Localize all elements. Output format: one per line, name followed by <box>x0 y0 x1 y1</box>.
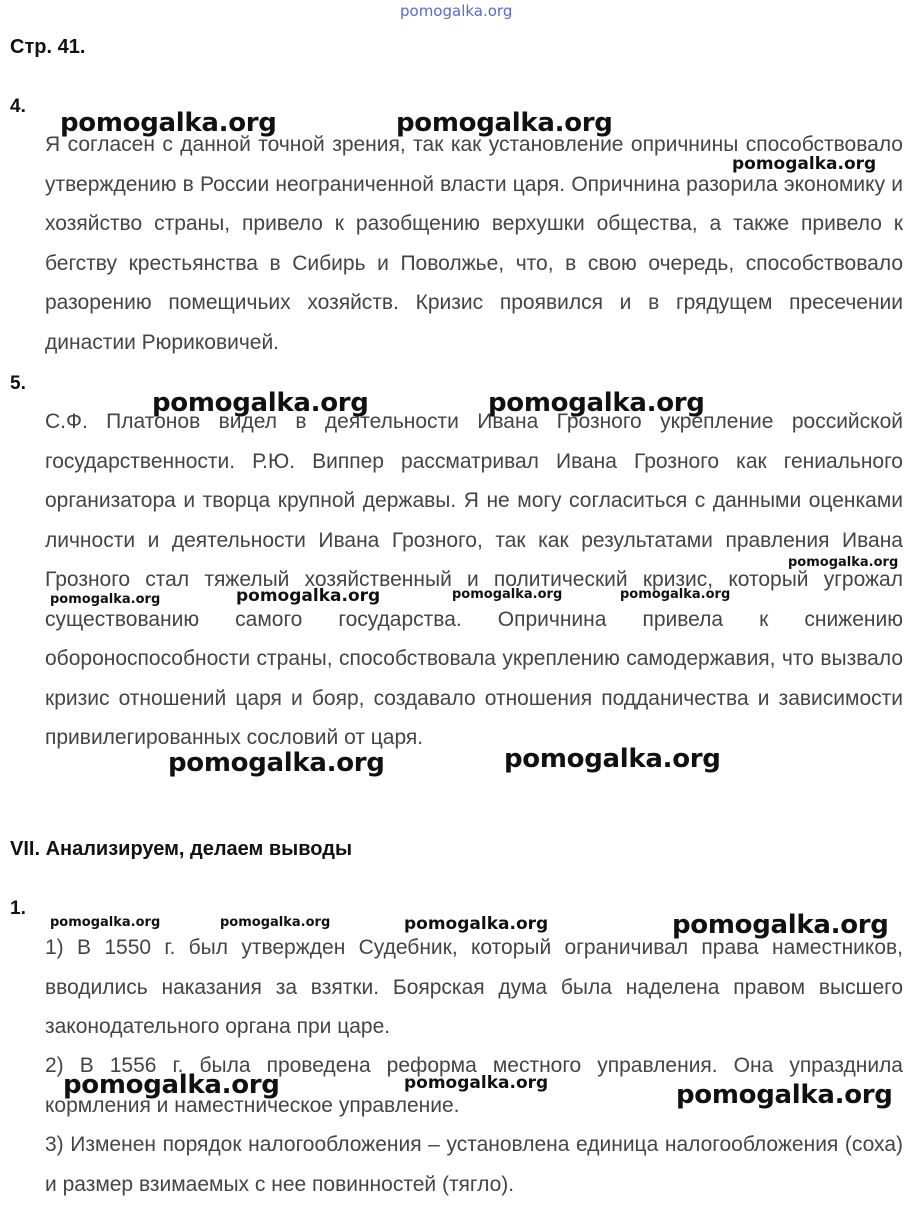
task-number-1: 1. <box>10 898 26 919</box>
watermark-top: pomogalka.org <box>400 2 513 20</box>
watermark: pomogalka.org <box>63 1070 280 1100</box>
watermark: pomogalka.org <box>220 915 331 930</box>
task-5-text: С.Ф. Платонов видел в деятельности Ивана Грозного укрепление российской государственности. Р.Ю. Виппер рассматривал Ивана Грозного как гениального организатора и творца крупной державы. Я не могу согласиться с данными оценками личности и деятельности Ивана Грозного, так как результатами правления Ивана Грозного стал тяжелый хозяйственный и политический кризис, который угрожал существованию самого государства. Опричнина привела к снижению обороноспособности страны, способствовала укреплению самодержавия, что вызвало кризис отношений царя и бояр, создавало отношения подданичества и зависимости привилегированных сословий от царя. <box>45 410 903 749</box>
watermark: pomogalka.org <box>50 592 161 607</box>
watermark: pomogalka.org <box>404 914 549 934</box>
watermark: pomogalka.org <box>236 586 381 606</box>
task-1-item-2: 2) В 1556 г. была проведена реформа местного управления. Она упразднила кормления и наместническое управление. <box>45 1054 903 1117</box>
page-heading: Стр. 41. <box>10 36 86 58</box>
watermark: pomogalka.org <box>676 1080 893 1110</box>
watermark: pomogalka.org <box>788 555 899 570</box>
watermark: pomogalka.org <box>732 154 877 174</box>
watermark: pomogalka.org <box>488 388 705 418</box>
watermark: pomogalka.org <box>396 108 613 138</box>
watermark: pomogalka.org <box>60 108 277 138</box>
task-number-5: 5. <box>10 373 26 394</box>
section-heading: VII. Анализируем, делаем выводы <box>10 838 353 860</box>
watermark: pomogalka.org <box>452 587 563 602</box>
task-number-4: 4. <box>10 96 26 117</box>
task-4-text: Я согласен с данной точной зрения, так как установление опричнины способствовало утверждению в России неограниченной власти царя. Опричнина разорила экономику и хозяйство страны, привело к разобщению верхушки общества, а также привело к бегству крестьянства в Сибирь и Поволжье, что, в свою очередь, способствовало разорению помещичьих хозяйств. Кризис проявился и в грядущем пресечении династии Рюриковичей. <box>45 133 903 354</box>
watermark: pomogalka.org <box>168 748 385 778</box>
watermark: pomogalka.org <box>672 910 889 940</box>
watermark: pomogalka.org <box>620 587 731 602</box>
task-1-item-1: 1) В 1550 г. был утвержден Судебник, который ограничивал права наместников, вводились наказания за взятки. Боярская дума была наделена правом высшего законодательного органа при царе. <box>45 936 903 1038</box>
watermark: pomogalka.org <box>504 744 721 774</box>
task-1-item-3: 3) Изменен порядок налогообложения – установлена единица налогообложения (соха) и размер взимаемых с нее повинностей (тягло). <box>45 1133 903 1196</box>
watermark: pomogalka.org <box>404 1073 549 1093</box>
watermark: pomogalka.org <box>152 388 369 418</box>
watermark: pomogalka.org <box>50 915 161 930</box>
